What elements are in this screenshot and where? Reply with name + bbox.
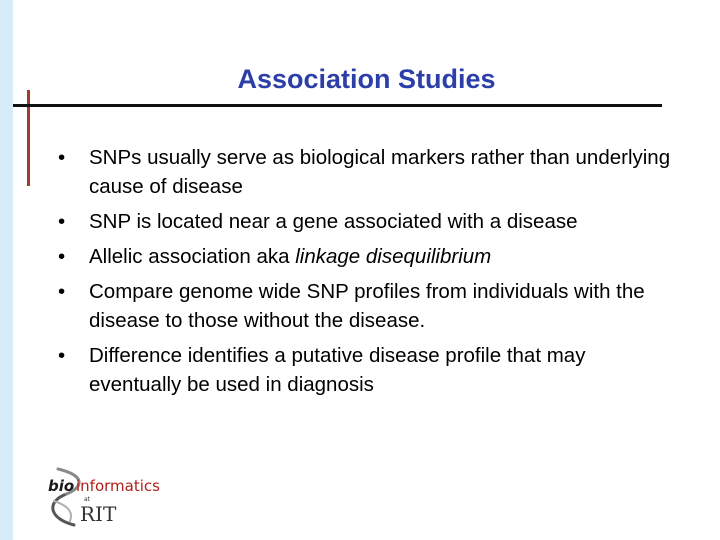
slide-title: Association Studies	[237, 64, 496, 94]
bullet-text-prefix: Allelic association aka	[89, 245, 296, 268]
title-underline-rule	[13, 104, 662, 107]
bullet-item	[58, 207, 678, 236]
bullet-text: Difference identifies a putative disease profile that may eventually be used in diagnosis	[89, 344, 586, 396]
bullet-text: SNPs usually serve as biological markers rather than underlying cause of disease	[89, 146, 671, 198]
bullet-text	[89, 245, 491, 268]
bullet-text: Compare genome wide SNP profiles from individuals with the disease to those without the disease.	[89, 280, 645, 332]
logo-bio-text: bio	[48, 477, 75, 495]
bullet-marker: •	[58, 344, 66, 367]
bullet-marker: •	[58, 146, 66, 169]
bullet-list	[58, 143, 678, 405]
bullet-text: SNP is located near a gene associated with a disease	[89, 210, 578, 233]
bioinformatics-rit-logo	[44, 465, 194, 530]
bullet-marker: •	[58, 210, 66, 233]
logo-at-text: at	[84, 496, 91, 503]
bullet-item	[58, 242, 678, 271]
logo-informatics-text: informatics	[76, 477, 160, 495]
bullet-item	[58, 277, 678, 335]
left-accent-strip	[0, 0, 13, 540]
bullet-item	[58, 341, 678, 399]
bullet-marker: •	[58, 280, 66, 303]
bullet-marker: •	[58, 245, 66, 268]
logo-rit-text: RIT	[80, 502, 117, 526]
bullet-item	[58, 143, 678, 201]
bullet-text-emphasis: linkage disequilibrium	[295, 245, 492, 268]
